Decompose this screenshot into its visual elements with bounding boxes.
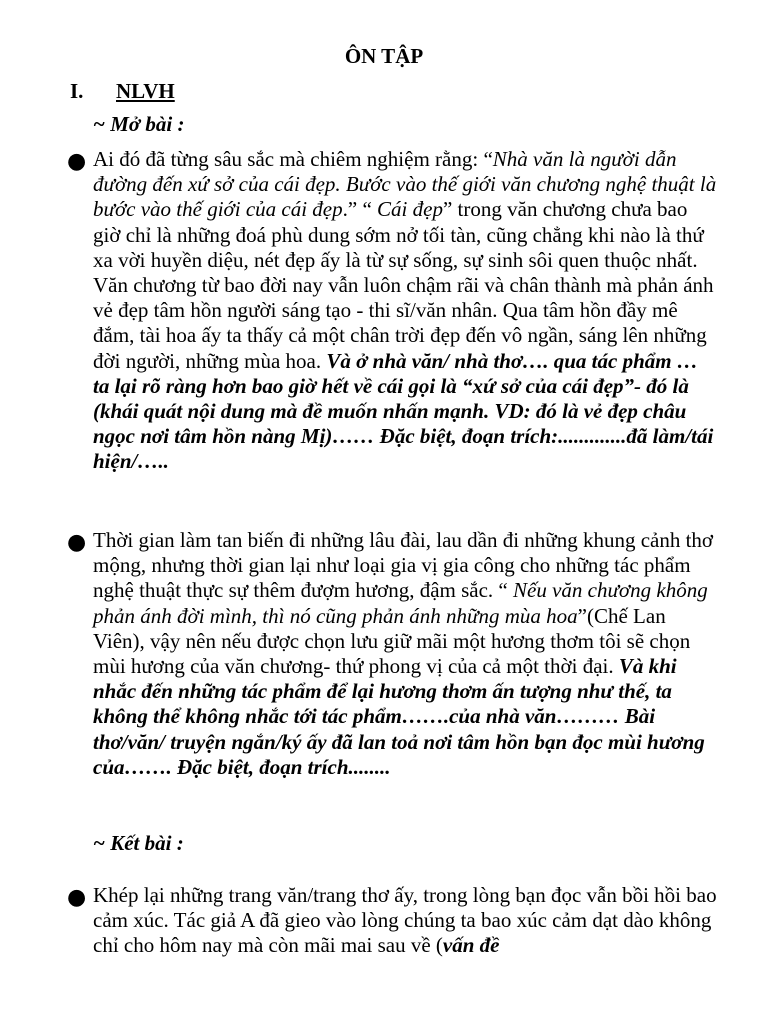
emphasis-run: Và khi nhắc đến những tác phẩm để lại hương thơm ấn tượng như thế, ta không thể không nhắc tới tác phẩm…….của nhà văn……… Bài thơ/văn/ truyện ngắn/ký ấy đã lan toả nơi tâm hồn bạn đọc mùi hương của……. Đặc biệt, đoạn trích........ [93,654,705,779]
quote-run: Nếu văn chương không phản ánh đời mình, thì nó cũng phản ánh những mùa hoa [93,578,708,628]
text-run: Thời gian làm tan biến đi những lâu đài, lau dần đi những khung cảnh thơ mộng, nhưng thời gian lại như loại gia vị gia công cho những tác phẩm nghệ thuật thực sự thêm đượm hương, đậm sắc. “ [93,528,714,603]
page-title: ÔN TẬP [344,44,424,68]
intro-paragraph [93,147,717,475]
emphasis-run: Và ở nhà văn/ nhà thơ…. qua tác phẩm … ta lại rõ ràng hơn bao giờ hết về cái gọi là “xứ sở của cái đẹp”- đó là (khái quát nội dung mà đề muốn nhấn mạnh. VD: đó là vẻ đẹp châu ngọc nơi tâm hồn nàng Mị)…… Đặc biệt, đoạn trích:.............đã làm/tái hiện/….. [93,348,714,474]
text-run: ” trong văn chương chưa bao giờ chỉ là những đoá phù dung sớm nở tối tàn, cũng chẳng khi nào là thứ xa vời huyền diệu, nét đẹp ấy là từ sự sống, sự sinh sôi quen thuộc nhất. Văn chương từ bao đời nay vẫn luôn chậm rãi và chân thành mà phản ánh vẻ đẹp tâm hồn người sáng tạo - thi sĩ/văn nhân. Qua tâm hồn đầy mê đắm, tài hoa ấy ta thấy cả một chân trời đẹp đến vô ngần, sáng lên những đời người, những mùa hoa. [93,197,714,373]
alt-intro-paragraph [93,528,717,780]
conclusion-heading: ~ Kết bài : [93,831,184,855]
section-heading [70,79,175,104]
bullet-icon: ● [67,885,87,910]
bullet-icon: ● [67,149,87,174]
quote-run: Cái đẹp [377,197,443,222]
text-run: Khép lại những trang văn/trang thơ ấy, trong lòng bạn đọc vẫn bồi hồi bao cảm xúc. Tác giả A đã gieo vào lòng chúng ta bao xúc cảm dạt dào không chỉ cho hôm nay mà còn mãi mai sau về ( [93,883,717,958]
text-run: ”(Chế Lan Viên), vậy nên nếu được chọn lưu giữ mãi một hương thơm tôi sẽ chọn mùi hương của văn chương- thứ phong vị của cả một thời đại. [93,603,691,679]
emphasis-run: vấn đề [442,933,500,958]
text-run: Ai đó đã từng sâu sắc mà chiêm nghiệm rằng: “ [93,147,493,171]
section-number: I. [70,79,84,103]
intro-heading: ~ Mở bài : [93,112,185,136]
conclusion-paragraph [93,883,717,959]
bullet-icon: ● [67,530,87,555]
text-run: .” “ [342,197,378,222]
section-label: NLVH [116,79,175,103]
quote-run: Nhà văn là người dẫn đường đến xứ sở của cái đẹp. Bước vào thế giới văn chương nghệ thuật là bước vào thế giới của cái đẹp [93,147,717,222]
